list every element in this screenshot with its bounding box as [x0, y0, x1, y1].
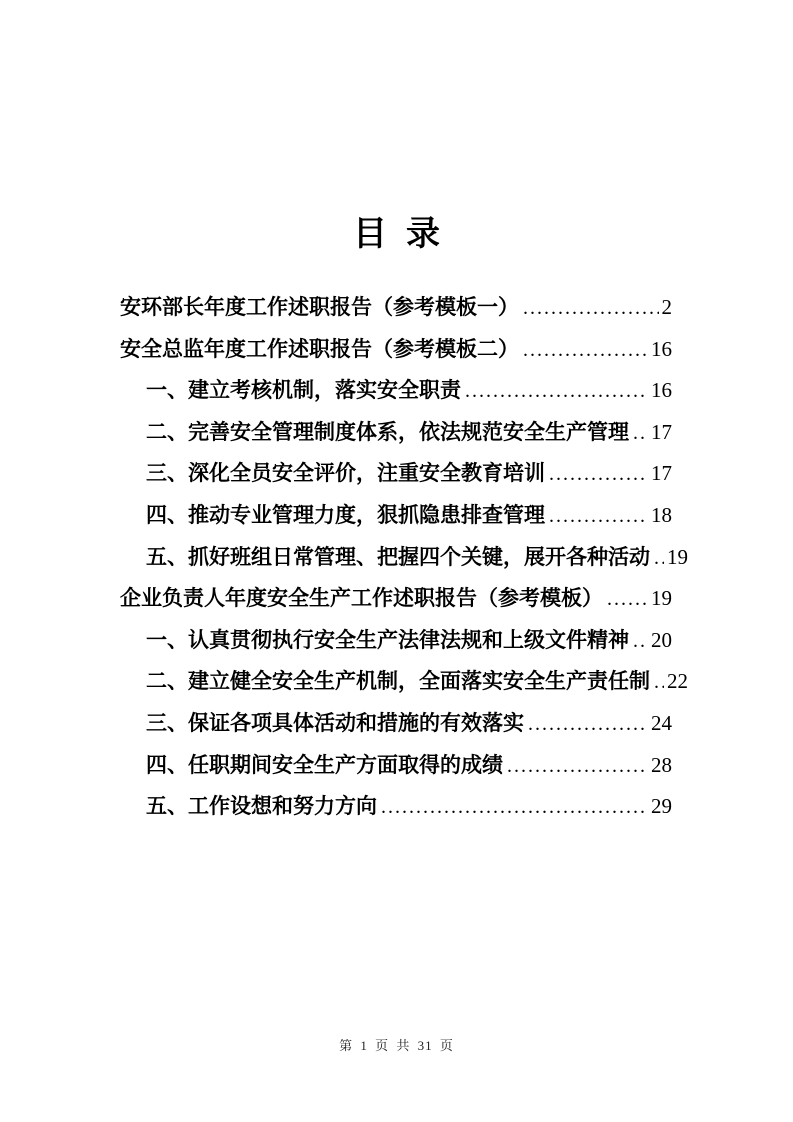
toc-leader-dots — [654, 662, 664, 704]
toc-page-number: 19 — [651, 586, 672, 611]
toc-entry[interactable] — [120, 287, 672, 329]
toc-entry[interactable] — [120, 745, 672, 787]
toc-entry-label: 二、建立健全安全生产机制，全面落实安全生产责任制 — [146, 670, 650, 694]
toc-page-number: 29 — [651, 794, 672, 819]
toc-leader-dots — [549, 454, 648, 496]
toc-leader-dots — [633, 621, 648, 663]
toc-page-number: 2 — [661, 295, 672, 319]
toc-entry-label: 五、抓好班组日常管理、把握四个关键，展开各种活动 — [146, 545, 650, 569]
toc-page-number: 28 — [651, 752, 672, 777]
toc-entry[interactable] — [120, 620, 672, 662]
toc-entry[interactable] — [120, 786, 672, 828]
toc-page-number: 17 — [651, 461, 672, 486]
toc-entry-label: 三、深化全员安全评价，注重安全教育培训 — [146, 462, 545, 486]
toc-page-number: 22 — [667, 669, 688, 694]
toc-page-number: 18 — [651, 502, 672, 527]
toc-entry-label: 四、任职期间安全生产方面取得的成绩 — [146, 753, 503, 777]
toc-page-number: 24 — [651, 710, 672, 735]
toc-entry[interactable] — [120, 495, 672, 537]
toc-leader-dots — [507, 746, 648, 788]
toc-page-number: 16 — [651, 336, 672, 361]
toc-entry[interactable] — [120, 329, 672, 371]
toc-leader-dots — [633, 413, 648, 455]
toc-entry-label: 二、完善安全管理制度体系，依法规范安全生产管理 — [146, 420, 629, 444]
toc-entry[interactable] — [120, 537, 688, 579]
toc-leader-dots — [381, 787, 648, 829]
toc-page-number: 19 — [667, 544, 688, 569]
toc-page-number: 16 — [651, 378, 672, 403]
toc-leader-dots — [654, 538, 664, 580]
toc-leader-dots — [465, 371, 648, 413]
toc-entry[interactable] — [120, 661, 688, 703]
toc-leader-dots — [549, 496, 648, 538]
toc-page-number: 20 — [651, 627, 672, 652]
toc-entry-label: 企业负责人年度安全生产工作述职报告（参考模板） — [120, 587, 603, 611]
toc-entry-label: 五、工作设想和努力方向 — [146, 795, 377, 819]
toc-page-number: 17 — [651, 419, 672, 444]
toc-entry[interactable] — [120, 703, 672, 745]
toc-entry-label: 一、认真贯彻执行安全生产法律法规和上级文件精神 — [146, 628, 629, 652]
toc-entry[interactable] — [120, 578, 672, 620]
toc-leader-dots — [523, 288, 659, 330]
toc-entry-label: 安全总监年度工作述职报告（参考模板二） — [120, 337, 519, 361]
toc-entry[interactable] — [120, 412, 672, 454]
toc-entry-label: 三、保证各项具体活动和措施的有效落实 — [146, 711, 524, 735]
toc-entry-label: 四、推动专业管理力度，狠抓隐患排查管理 — [146, 503, 545, 527]
toc-leader-dots — [607, 579, 648, 621]
toc-entry-label: 一、建立考核机制，落实安全职责 — [146, 379, 461, 403]
toc — [120, 287, 688, 828]
toc-leader-dots — [523, 330, 648, 372]
page-title: 目 录 — [353, 215, 440, 253]
toc-leader-dots — [528, 704, 648, 746]
toc-entry[interactable] — [120, 370, 672, 412]
footer-page-number: 第 1 页 共 31 页 — [339, 1038, 454, 1053]
toc-entry-label: 安环部长年度工作述职报告（参考模板一） — [120, 296, 519, 319]
toc-entry[interactable] — [120, 453, 672, 495]
